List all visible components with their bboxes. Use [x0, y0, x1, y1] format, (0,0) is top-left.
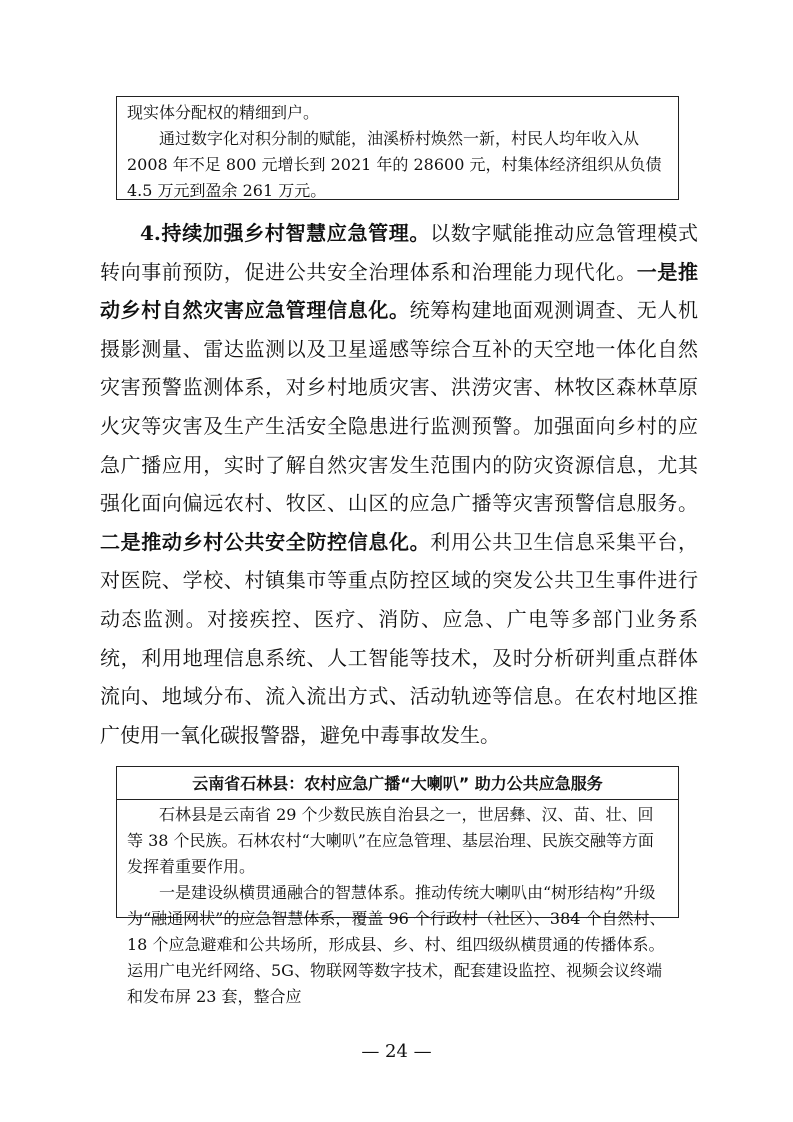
- case-study-title: 云南省石林县：农村应急广播“大喇叭” 助力公共应急服务: [117, 767, 678, 800]
- subsection-2-title: 二是推动乡村公共安全防控信息化。: [100, 529, 431, 554]
- section-intro: 以数字赋能推动应急管理模式转向事前预防，促进公共安全治理体系和治理能力现代化。: [100, 221, 698, 284]
- top-box-paragraph-2: 通过数字化对积分制的赋能，油溪桥村焕然一新，村民人均年收入从 2008 年不足 800 元增长到 2021 年的 28600 元，村集体经济组织从负债 4.5 万元到盈余 261 万元。: [127, 129, 662, 200]
- subsection-1-title: 一是推动乡村自然灾害应急管理信息化。: [100, 259, 699, 323]
- section-paragraph: [100, 214, 698, 754]
- main-body: [100, 214, 698, 754]
- case-paragraph-2: 一是建设纵横贯通融合的智慧体系。推动传统大喇叭由“树形结构”升级为“融通网状”的应急智慧体系，覆盖 96 个行政村（社区）、384 个自然村、18 个应急避难和公共场所，形成县、乡、村、组四级纵横贯通的传播体系。运用广电光纤网络、5G、物联网等数字技术，配套建设监控、视频会议终端和发布屏 23 套，整合应: [127, 883, 666, 1006]
- subsection-2-text: 利用公共卫生信息采集平台，对医院、学校、村镇集市等重点防控区域的突发公共卫生事件进行动态监测。对接疾控、医疗、消防、应急、广电等多部门业务系统，利用地理信息系统、人工智能等技术，及时分析研判重点群体流向、地域分布、流入流出方式、活动轨迹等信息。在农村地区推广使用一氧化碳报警器，避免中毒事故发生。: [100, 529, 699, 747]
- subsection-1-text: 统筹构建地面观测调查、无人机摄影测量、雷达监测以及卫星遥感等综合互补的天空地一体化自然灾害预警监测体系，对乡村地质灾害、洪涝灾害、林牧区森林草原火灾等灾害及生产生活安全隐患进行监测预警。加强面向乡村的应急广播应用，实时了解自然灾害发生范围内的防灾资源信息，尤其强化面向偏远农村、牧区、山区的应急广播等灾害预警信息服务。: [100, 298, 699, 516]
- page-number: — 24 —: [361, 1041, 432, 1062]
- top-example-box: [116, 96, 679, 200]
- top-box-paragraph-1: 现实体分配权的精细到户。: [127, 103, 320, 122]
- case-paragraph-1: 石林县是云南省 29 个少数民族自治县之一，世居彝、汉、苗、壮、回等 38 个民族。石林农村“大喇叭”在应急管理、基层治理、民族交融等方面发挥着重要作用。: [127, 805, 654, 876]
- case-study-body: [117, 800, 678, 1010]
- section-heading: 4.持续加强乡村智慧应急管理。: [140, 221, 431, 245]
- case-study-box: [116, 766, 679, 1006]
